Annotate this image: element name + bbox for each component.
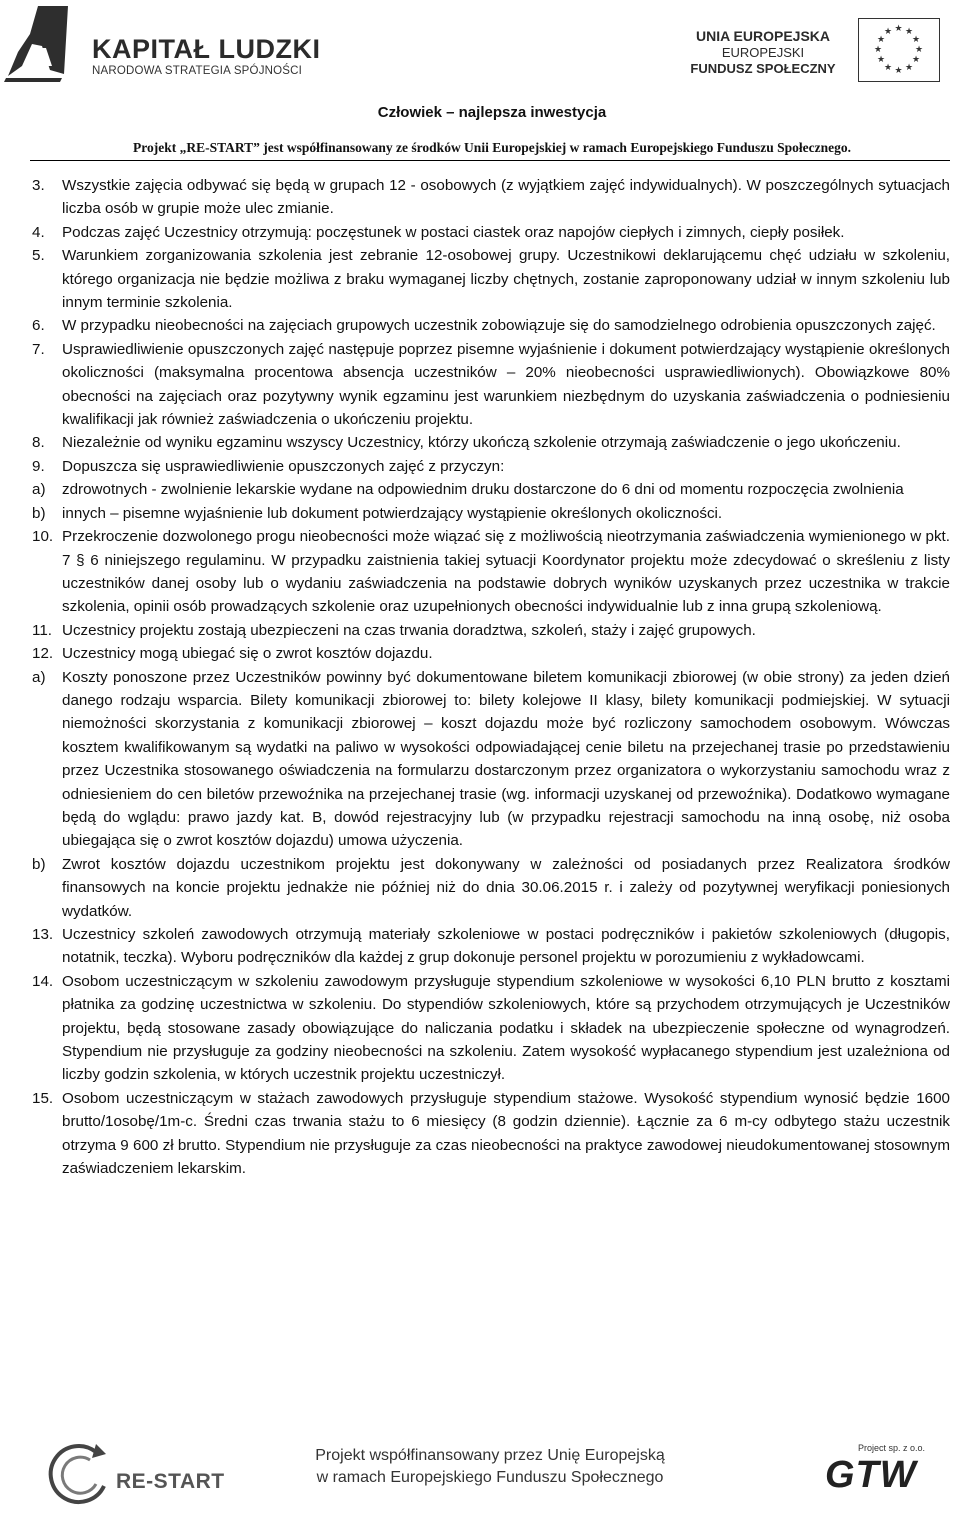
item-number: 4. (32, 223, 45, 241)
page-footer (0, 1420, 960, 1513)
re-start-logo-text: RE-START (116, 1470, 225, 1493)
item-text: Przekroczenie dozwolonego progu nieobecności może wiązać się z możliwością nieotrzymania zaświadczenia wymienionego w pkt. 7 § 6 niniejszego regulaminu. W przypadku zaistnienia takiej sytuacji Koordynator projektu może zdecydować o skreśleniu z listy uczestników danej osoby lub o wydaniu zaświadczenia na podstawie dobrych wyników uzyskanych przez uczestnika w trakcie szkolenia, opinii osób prowadzących szkolenie oraz uzupełnionych obecności indywidualnie lub z inna grupą szkoleniową. (62, 528, 950, 616)
item-text: Dopuszcza się usprawiedliwienie opuszczonych zajęć z przyczyn: (62, 457, 505, 475)
list-item (32, 970, 950, 1087)
eu-logo-line1: UNIA EUROPEJSKA (695, 28, 831, 44)
gtw-logo-text: GTW (825, 1454, 917, 1496)
item-number: 3. (32, 177, 45, 194)
motto: Człowiek – najlepsza inwestycja (377, 104, 607, 121)
item-text: Usprawiedliwienie opuszczonych zajęć następuje poprzez pisemne wyjaśnienie i dokument potwierdzający wystąpienie określonych okoliczności (maksymalna procentowa absencja uczestników – 20% nieobecności usprawiedliwionych). Obowiązkowe 80% obecności na zajęciach oraz pozytywny wynik egzaminu jest warunkiem niezbędnym do uzyskania zaświadczenia o podniesieniu kwalifikacji jak również zaświadczenia o ukończeniu projektu. (62, 340, 950, 429)
item-letter: b) (32, 504, 46, 522)
item-number: 7. (32, 340, 45, 358)
list-item (32, 455, 950, 478)
item-letter: a) (32, 481, 46, 499)
svg-text:★: ★ (883, 63, 893, 73)
item-text: Niezależnie od wyniku egzaminu wszyscy Uczestnicy, którzy ukończą szkolenie otrzymają zaświadczenie o jego ukończeniu. (62, 434, 901, 452)
list-item (32, 525, 950, 619)
eu-flag-icon (858, 18, 940, 82)
item-text: Koszty ponoszone przez Uczestników powinny być dokumentowane biletem komunikacji zbiorowej (w obie strony) za jeden dzień danego rodzaju wsparcia. Bilety komunikacji zbiorowej to: bilety kolejowe II klasy, bilety komunikacji podmiejskiej. W sytuacji niemożności skorzystania z komunikacji zbiorowej – koszt dojazdu może być rozliczony samochodem osobowym. Wówczas kosztem kwalifikowanym są wydatki na paliwo w wysokości odpowiadającej cenie biletu na przejechanej trasie po przedstawieniu przez Uczestnika stosowanego oświadczenia na formularzu dostarczonym przez organizatora o wykorzystaniu samochodu wraz z odniesieniem do cen biletów przewoźnika na przejechanej trasie (wg. informacji uzyskanej od przewoźnika). Dodatkowo wymagane będą do wglądu: prawo jazdy kat. B, dowód rejestracyjny lub (w przypadku rejestracji samochodu na inną osobę, niż osoba ubiegająca się o zwrot kosztów dojazdu) umowa użyczenia. (62, 668, 950, 850)
list-item (32, 619, 950, 642)
item-text: Uczestnicy mogą ubiegać się o zwrot kosztów dojazdu. (62, 645, 433, 663)
project-cofinancing-line: Projekt „RE-START” jest współfinansowany ze środków Unii Europejskiej w ramach Europejskiego Funduszu Społecznego. (133, 140, 851, 155)
item-text: Osobom uczestniczącym w stażach zawodowych przysługuje stypendium stażowe. Wysokość stypendium wynosić będzie 1600 brutto/1osobę/1m-c. Średni czas trwania stażu to 6 miesięcy (8 godzin dziennie). Łącznie za 6 m-cy odbytego stażu uczestnik otrzyma 9 600 zł brutto. Stypendium nie przysługuje za czas nieobecności na praktyce zawodowej nieudokumentowanej stosownym zaświadczeniem lekarskim. (62, 1089, 950, 1178)
list-item (32, 244, 950, 314)
gtw-logo (800, 1440, 940, 1500)
svg-text:★: ★ (873, 45, 883, 55)
svg-text:★: ★ (904, 27, 914, 37)
list-item (32, 478, 950, 501)
list-item (32, 923, 950, 970)
item-number: 8. (32, 434, 45, 452)
list-item (32, 666, 950, 853)
list-item (32, 338, 950, 432)
regulations-list (32, 174, 950, 1180)
item-number: 6. (32, 317, 45, 335)
svg-text:★: ★ (876, 55, 886, 65)
item-text: Warunkiem zorganizowania szkolenia jest zebranie 12-osobowej grupy. Uczestnikowi deklarującemu chęć udziału w szkoleniu, którego organizacja nie będzie możliwa z braku wymaganej liczby chętnych, zostanie zaproponowany udział w innym szkoleniu lub innym terminie szkolenia. (62, 247, 950, 312)
item-letter: b) (32, 855, 46, 873)
item-number: 14. (32, 972, 54, 990)
svg-text:★: ★ (911, 35, 921, 45)
item-number: 5. (32, 247, 45, 265)
svg-text:★: ★ (883, 27, 893, 37)
re-start-logo (46, 1440, 225, 1510)
eu-logo (690, 18, 950, 88)
item-letter: a) (32, 668, 46, 686)
item-text: zdrowotnych - zwolnienie lekarskie wydane na odpowiednim druku dostarczone do 6 dni od momentu rozpoczęcia zwolnienia (62, 481, 904, 499)
item-number: 11. (32, 621, 52, 639)
item-number: 13. (32, 926, 54, 943)
kapital-ludzki-title: KAPITAŁ LUDZKI (92, 34, 321, 64)
list-item (32, 853, 950, 923)
gtw-logo-small-text: Project sp. z o.o. (858, 1443, 926, 1453)
svg-text:★: ★ (911, 55, 921, 65)
item-text: W przypadku nieobecności na zajęciach grupowych uczestnik zobowiązuje się do samodzielnego odrobienia opuszczonych zajęć. (62, 317, 936, 335)
svg-text:★: ★ (904, 63, 914, 73)
header-divider (30, 160, 950, 161)
item-text: Uczestnicy projektu zostają ubezpieczeni na czas trwania doradztwa, szkoleń, staży i zajęć grupowych. (62, 621, 756, 639)
list-item (32, 221, 950, 244)
eu-logo-line2: EUROPEJSKI (721, 45, 805, 60)
page-header (0, 0, 960, 160)
svg-text:★: ★ (894, 24, 903, 34)
item-text: Podczas zajęć Uczestnicy otrzymują: poczęstunek w postaci ciastek oraz napojów ciepłych i zimnych, ciepły posiłek. (62, 223, 845, 241)
kapital-ludzki-logo (2, 4, 321, 84)
item-number: 9. (32, 457, 45, 475)
svg-text:★: ★ (894, 66, 903, 76)
kapital-ludzki-emblem-icon (2, 4, 82, 84)
eu-logo-line3: FUNDUSZ SPOŁECZNY (690, 61, 836, 76)
svg-text:★: ★ (914, 45, 924, 55)
item-text: Osobom uczestniczącym w szkoleniu zawodowym przysługuje stypendium szkoleniowe w wysokości 6,10 PLN brutto z kosztami płatnika za godzinę uczestnictwa w szkoleniu. Do stypendiów szkoleniowych, które są przychodem otrzymujących je Uczestników projektu, będą stosowane zasady obowiązujące do naliczania podatku i składek na ubezpieczenie społeczne od wynagrodzeń. Stypendium nie przysługuje za godziny nieobecności na szkoleniu. Zatem wysokość wypłacanego stypendium jest uzależniona od liczby godzin szkolenia, w których uczestnik projektu uczestniczył. (62, 972, 950, 1084)
item-text: Uczestnicy szkoleń zawodowych otrzymują materiały szkoleniowe w postaci podręczników i pakietów szkoleniowych (długopis, notatnik, teczka). Wyboru podręczników dla każdej z grup dokonuje personel projektu w porozumieniu z wykładowcami. (62, 926, 950, 967)
item-text: Zwrot kosztów dojazdu uczestnikom projektu jest dokonywany w zależności od posiadanych przez Realizatora środków finansowych na koncie projektu jednakże nie później niż do dnia 30.06.2015 r. i zależy od pozytywnej weryfikacji poniesionych wydatków. (62, 855, 950, 920)
re-start-emblem-icon (46, 1440, 116, 1510)
footer-caption-line1: Projekt współfinansowany przez Unię Europejską (315, 1447, 665, 1464)
item-text: Wszystkie zajęcia odbywać się będą w grupach 12 - osobowych (z wyjątkiem zajęć indywidualnych). W poszczególnych sytuacjach liczba osób w grupie może ulec zmianie. (62, 177, 950, 218)
kapital-ludzki-subtitle: NARODOWA STRATEGIA SPÓJNOŚCI (92, 65, 303, 77)
list-item (32, 174, 950, 221)
list-item (32, 1087, 950, 1181)
item-number: 15. (32, 1089, 54, 1107)
footer-caption-line2: w ramach Europejskiego Funduszu Społecznego (316, 1469, 664, 1486)
list-item (32, 642, 950, 665)
list-item (32, 502, 950, 525)
list-item (32, 314, 950, 337)
eu-logo-text (688, 28, 838, 77)
footer-caption (300, 1445, 680, 1489)
item-text: innych – pisemne wyjaśnienie lub dokument potwierdzający wystąpienie określonych okoliczności. (62, 504, 723, 522)
item-number: 12. (32, 645, 54, 663)
list-item (32, 431, 950, 454)
svg-text:★: ★ (876, 35, 886, 45)
item-number: 10. (32, 528, 54, 546)
